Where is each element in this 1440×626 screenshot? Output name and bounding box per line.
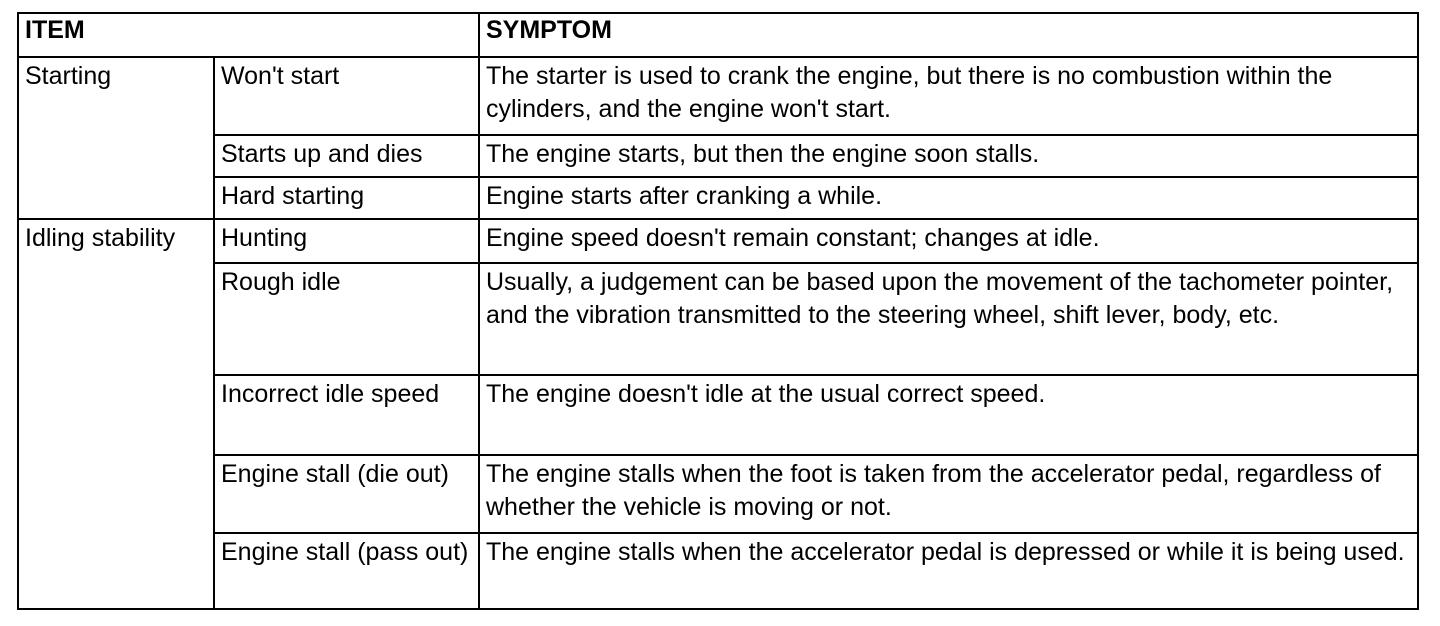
symptom-text: The engine stalls when the accelerator pedal is depressed or while it is being used.: [486, 538, 1405, 566]
symptom-cell: [479, 177, 1418, 219]
symptom-text: The engine doesn't idle at the usual correct speed.: [486, 380, 1046, 408]
header-symptom: SYMPTOM: [479, 13, 1418, 57]
group-label: Idling stability: [25, 224, 176, 252]
symptom-text: The engine starts, but then the engine soon stalls.: [486, 140, 1040, 168]
symptom-cell: [479, 219, 1418, 263]
item-cell: [214, 455, 479, 533]
item-cell: [214, 219, 479, 263]
group-cell-starting: [18, 57, 214, 219]
symptom-cell: [479, 135, 1418, 177]
item-label: Starts up and dies: [221, 140, 423, 168]
item-cell: [214, 57, 479, 135]
item-label: Rough idle: [221, 268, 341, 296]
symptom-cell: [479, 375, 1418, 455]
item-cell: [214, 177, 479, 219]
symptom-text: Usually, a judgement can be based upon the movement of the tachometer pointer, and the vibration transmitted to the steering wheel, shift lever, body, etc.: [486, 268, 1394, 329]
item-label: Hard starting: [221, 182, 365, 210]
item-label: Engine stall (die out): [221, 460, 449, 488]
item-cell: [214, 533, 479, 609]
symptom-text: The engine stalls when the foot is taken from the accelerator pedal, regardless of whether the vehicle is moving or not.: [486, 460, 1381, 521]
table-header-row: [18, 13, 1418, 57]
item-label: Won't start: [221, 62, 340, 90]
item-label: Hunting: [221, 224, 308, 252]
table-row: [18, 375, 1418, 455]
symptom-table: [17, 12, 1419, 610]
group-cell-idling: [18, 219, 214, 609]
table-row: [18, 263, 1418, 375]
table-row: [18, 177, 1418, 219]
item-label: Incorrect idle speed: [221, 380, 440, 408]
item-label: Engine stall (pass out): [221, 538, 469, 566]
item-cell: [214, 135, 479, 177]
item-cell: [214, 375, 479, 455]
table-row: [18, 219, 1418, 263]
table-row: [18, 455, 1418, 533]
table-row: [18, 57, 1418, 135]
symptom-text: Engine speed doesn't remain constant; changes at idle.: [486, 224, 1100, 252]
symptom-cell: [479, 263, 1418, 375]
symptom-cell: [479, 533, 1418, 609]
header-item: ITEM: [18, 13, 479, 57]
symptom-text: The starter is used to crank the engine, but there is no combustion within the cylinders, and the engine won't start.: [486, 62, 1333, 123]
item-cell: [214, 263, 479, 375]
table-row: [18, 533, 1418, 609]
table-row: [18, 135, 1418, 177]
symptom-cell: [479, 57, 1418, 135]
symptom-text: Engine starts after cranking a while.: [486, 182, 883, 210]
group-label: Starting: [25, 62, 112, 90]
symptom-cell: [479, 455, 1418, 533]
